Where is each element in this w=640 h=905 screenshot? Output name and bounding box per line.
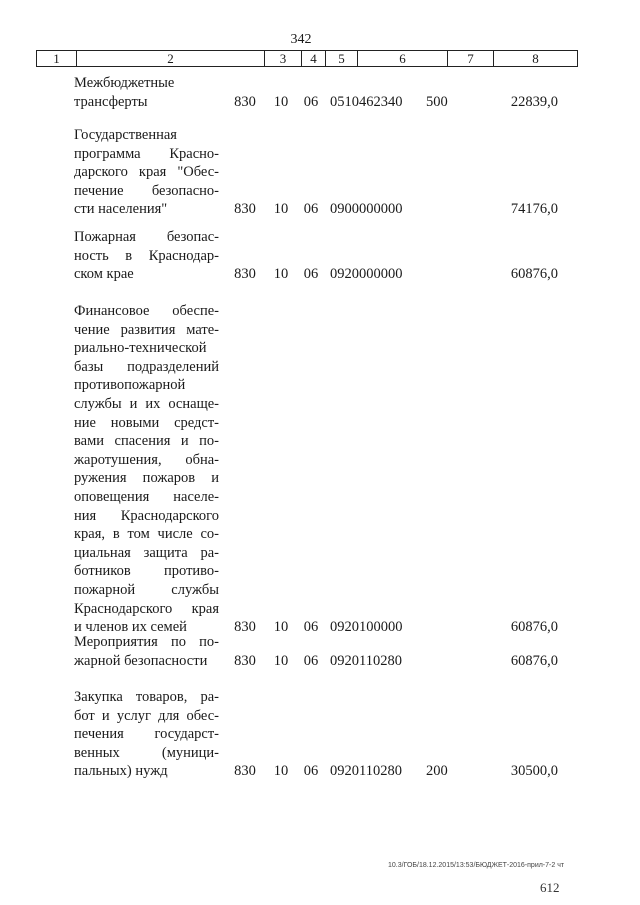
cell-col-8: 22839,0: [510, 93, 558, 110]
cell-col-7: 200: [426, 763, 448, 780]
row-name-line: венных (муници-: [74, 744, 219, 761]
row-name-line: Финансовое обеспе-: [74, 303, 219, 319]
cell-col-3: 830: [234, 201, 256, 218]
column-header-row: [36, 50, 578, 67]
row-name-line: циальная защита ра-: [74, 544, 219, 561]
column-header-4: 4: [302, 51, 326, 66]
column-header-2: 2: [77, 51, 265, 66]
row-name-line: печение безопасно-: [74, 182, 219, 199]
row-name-line: ботников противо-: [74, 563, 219, 580]
page-number-top: 342: [290, 32, 312, 47]
row-name-line: Пожарная безопас-: [74, 229, 219, 245]
row-name-line: Межбюджетные: [74, 75, 175, 91]
cell-col-3: 830: [234, 93, 256, 110]
column-header-7: 7: [448, 51, 494, 66]
cell-col-6: 0920110280: [330, 652, 402, 669]
row-name-line: жарной безопасности: [74, 652, 208, 669]
column-header-5: 5: [326, 51, 358, 66]
row-name-line: Государственная: [74, 127, 177, 143]
cell-col-5: 06: [303, 201, 319, 218]
cell-col-8: 60876,0: [510, 619, 558, 636]
row-name-line: пожарной службы: [74, 581, 219, 598]
row-name: [74, 126, 219, 219]
row-name-line: края, в том числе со-: [74, 526, 219, 543]
row-name-line: вами спасения и по-: [74, 433, 219, 450]
row-name-line: оповещения населе-: [74, 488, 219, 505]
cell-col-3: 830: [234, 763, 256, 780]
row-name-line: Краснодарского края: [74, 600, 219, 617]
page-number-bottom: 612: [540, 880, 560, 895]
cell-col-5: 06: [303, 93, 319, 110]
row-name-line: Мероприятия по по-: [74, 634, 219, 650]
column-header-8: 8: [532, 51, 539, 66]
row-name-line: и членов их семей: [74, 619, 187, 636]
cell-col-5: 06: [303, 266, 319, 283]
row-name-line: ском крае: [74, 266, 134, 283]
column-header-3: 3: [265, 51, 302, 66]
row-name-line: печения государст-: [74, 726, 219, 743]
cell-col-5: 06: [303, 652, 319, 669]
cell-col-6: 0920000000: [330, 266, 403, 283]
cell-col-5: 06: [303, 619, 319, 636]
row-name-line: жаротушения, обна-: [74, 451, 219, 468]
row-name: [74, 688, 219, 781]
cell-col-8: 60876,0: [510, 652, 558, 669]
cell-col-6: 0510462340: [330, 93, 403, 110]
row-name: [74, 228, 219, 284]
row-name-line: сти населения": [74, 201, 168, 218]
row-name-line: бот и услуг для обес-: [74, 707, 219, 724]
cell-col-8: 60876,0: [510, 266, 558, 283]
cell-col-6: 0920100000: [330, 619, 403, 636]
row-name-line: программа Красно-: [74, 145, 219, 162]
row-name-line: чение развития мате-: [74, 321, 219, 338]
cell-col-4: 10: [273, 763, 289, 780]
row-name-line: базы подразделений: [74, 358, 219, 375]
cell-col-4: 10: [273, 619, 289, 636]
row-name-line: Закупка товаров, ра-: [74, 689, 219, 705]
row-name-line: пальных) нужд: [74, 763, 168, 780]
cell-col-3: 830: [234, 266, 256, 283]
row-name-line: дарского края "Обес-: [74, 164, 219, 181]
cell-col-7: 500: [426, 93, 448, 110]
row-name-line: ние новыми средст-: [74, 414, 219, 431]
column-header-1: 1: [37, 51, 77, 66]
cell-col-4: 10: [273, 652, 289, 669]
row-name-line: ность в Краснодар-: [74, 247, 219, 264]
cell-col-3: 830: [234, 652, 256, 669]
cell-col-6: 0920110280: [330, 763, 402, 780]
row-name-line: трансферты: [74, 93, 148, 110]
row-name-line: службы и их оснаще-: [74, 395, 219, 412]
cell-col-6: 0900000000: [330, 201, 403, 218]
cell-col-8: 30500,0: [510, 763, 558, 780]
row-name: [74, 302, 219, 637]
row-name-line: риально-технической: [74, 340, 207, 357]
row-name-line: противопожарной: [74, 377, 186, 394]
document-stamp: 10.3/ГОБ/18.12.2015/13:53/БЮДЖЕТ-2016-прил-7-2 чт: [388, 862, 565, 869]
cell-col-8: 74176,0: [510, 201, 558, 218]
column-header-6: 6: [358, 51, 448, 66]
row-name-line: ружения пожаров и: [74, 470, 219, 487]
cell-col-4: 10: [273, 93, 289, 110]
cell-col-4: 10: [273, 201, 289, 218]
row-name-line: ния Краснодарского: [74, 507, 219, 524]
cell-col-5: 06: [303, 763, 319, 780]
cell-col-4: 10: [273, 266, 289, 283]
row-name: [74, 74, 219, 111]
row-name: [74, 633, 219, 670]
cell-col-3: 830: [234, 619, 256, 636]
